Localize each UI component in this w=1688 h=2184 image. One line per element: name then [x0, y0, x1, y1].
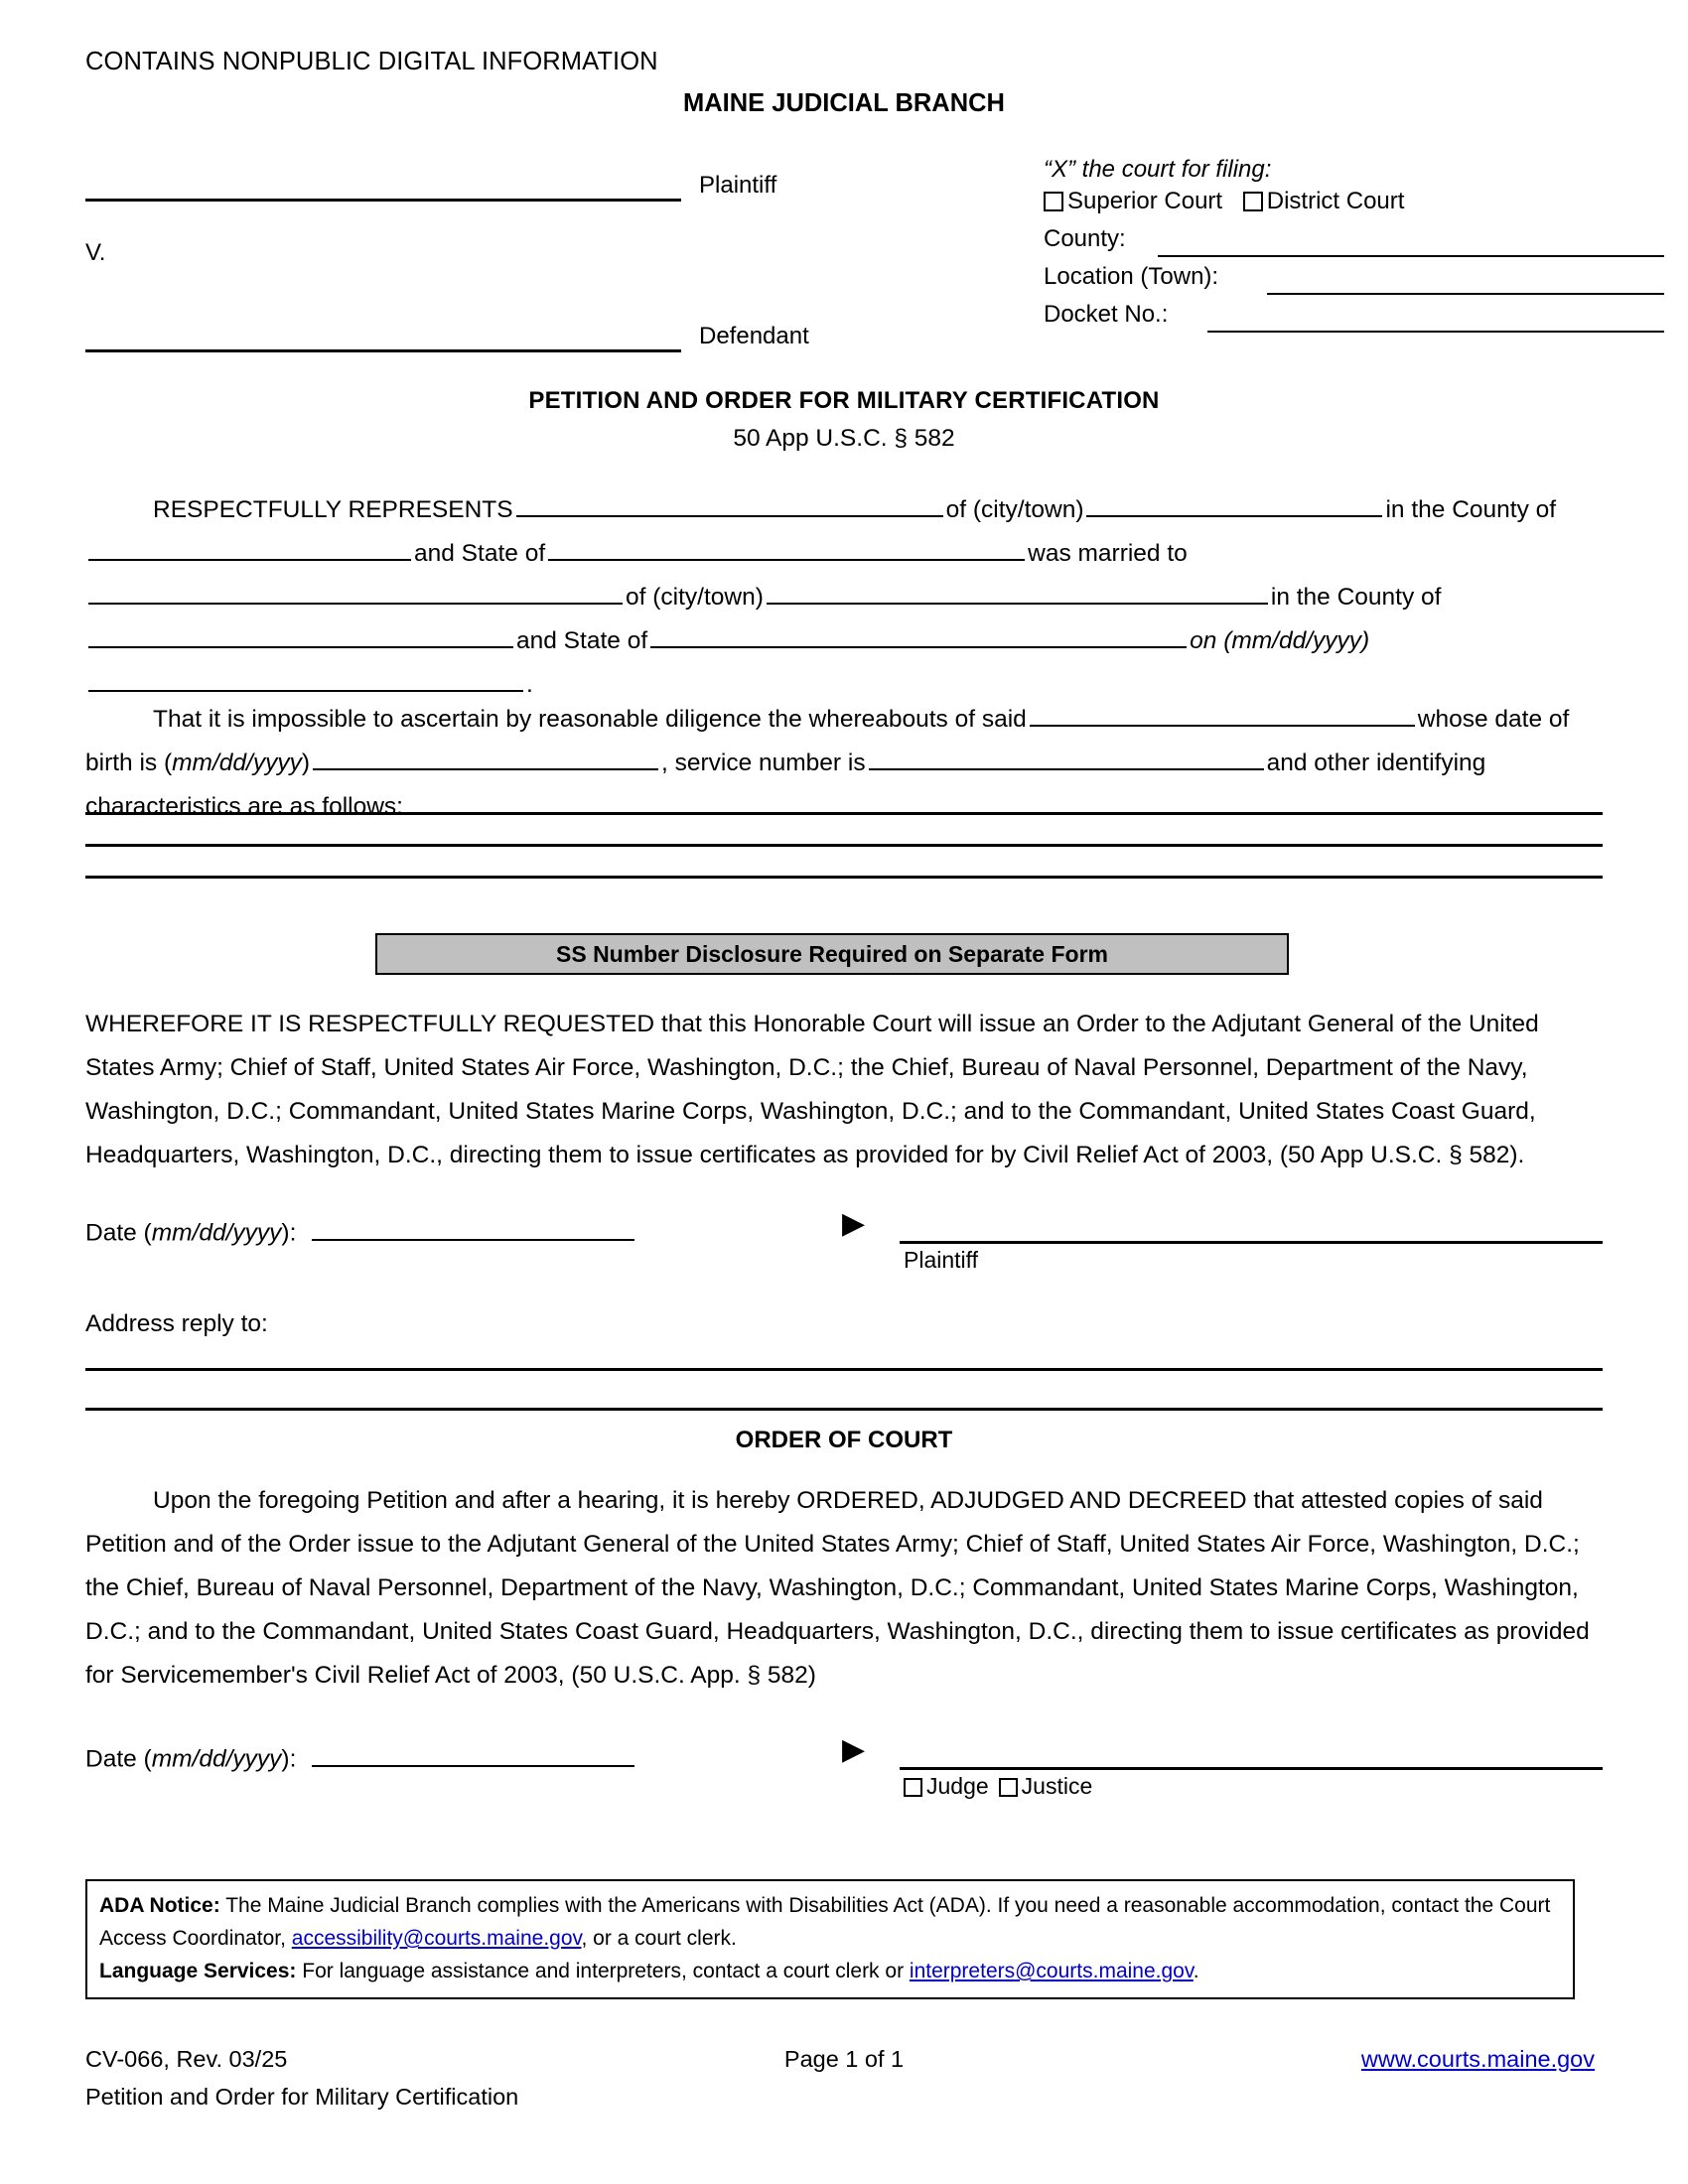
plaintiff-signature-field[interactable]: [900, 1241, 1603, 1244]
superior-court-label: Superior Court: [1067, 187, 1223, 214]
wherefore-paragraph: WHEREFORE IT IS RESPECTFULLY REQUESTED that this Honorable Court will issue an Order to the Adjutant General of the United States Army; Chief of Staff, United States Air Force, Washington, D.C.; the Chief, Bureau of Naval Personnel, Department of the Navy, Washington, D.C.; Commandant, United States Marine Corps, Washington, D.C.; and to the Commandant, United States Coast Guard, Headquarters, Washington, D.C., directing them to issue certificates as provided for by Civil Relief Act of 2003, (50 App U.S.C. § 582).: [85, 1011, 1539, 1168]
page-number: Page 1 of 1: [783, 2046, 905, 2072]
location-input[interactable]: [1267, 293, 1664, 295]
caption-parties: [85, 154, 939, 352]
was-married-to-label: was married to: [1028, 540, 1188, 567]
spouse-name-field[interactable]: [88, 577, 623, 605]
county-row: [1044, 223, 1664, 261]
interpreters-email-link[interactable]: interpreters@courts.maine.gov: [909, 1960, 1194, 1982]
defendant-row: [85, 305, 939, 352]
defendant-name-field[interactable]: [85, 349, 681, 352]
order-of-court-heading: ORDER OF COURT: [735, 1427, 953, 1453]
county-input[interactable]: [1158, 255, 1664, 257]
spouse-city-field[interactable]: [767, 577, 1268, 605]
date-of-birth-label: whose date of birth is (mm/dd/yyyy): [85, 706, 1570, 776]
order-date-label: Date (mm/dd/yyyy):: [85, 1745, 297, 1773]
respectfully-represents-label: RESPECTFULLY REPRESENTS: [153, 496, 513, 523]
spouse-state-field[interactable]: [650, 620, 1187, 648]
paragraph-1-period: .: [526, 671, 533, 698]
order-body-text: Upon the foregoing Petition and after a hearing, it is hereby ORDERED, ADJUDGED AND DECREED that attested copies of said Petition and of the Order issue to the Adjutant General of the United States Army; Chief of Staff, United States Air Force, Washington, D.C.; the Chief, Bureau of Naval Personnel, Department of the Navy, Washington, D.C.; Commandant, United States Marine Corps, Washington, D.C.; and to the Commandant, United States Coast Guard, Headquarters, Washington, D.C., directing them to issue certificates as provided for Servicemember's Civil Relief Act of 2003, (50 U.S.C. App. § 582): [85, 1487, 1590, 1689]
petitioner-county-field[interactable]: [88, 533, 411, 561]
form-number: CV-066, Rev. 03/25: [85, 2046, 288, 2072]
page-footer: [85, 2040, 1603, 2116]
plaintiff-label: Plaintiff: [699, 172, 777, 199]
document-title: PETITION AND ORDER FOR MILITARY CERTIFICATION: [528, 387, 1160, 414]
ada-notice-line: [99, 1889, 1561, 1955]
docket-label: Docket No.:: [1044, 300, 1169, 328]
address-reply-label: Address reply to:: [85, 1310, 268, 1337]
characteristics-line-2[interactable]: [85, 844, 1603, 847]
justice-label: Justice: [1021, 1773, 1093, 1799]
ada-notice-label: ADA Notice:: [99, 1894, 220, 1917]
statute-citation: 50 App U.S.C. § 582: [733, 425, 955, 452]
plaintiff-name-field[interactable]: [85, 199, 681, 202]
ss-number-disclosure-banner: SS Number Disclosure Required on Separate Form: [375, 933, 1289, 975]
identifying-characteristics-lines: [85, 812, 1603, 907]
servicemember-name-field[interactable]: [1030, 699, 1415, 727]
accessibility-email-link[interactable]: accessibility@courts.maine.gov: [291, 1927, 582, 1950]
judge-checkbox[interactable]: [904, 1778, 922, 1797]
plaintiff-signature-caption: Plaintiff: [904, 1247, 979, 1273]
county-label: County:: [1044, 224, 1126, 252]
footer-row-top: [85, 2040, 1603, 2078]
docket-input[interactable]: [1207, 331, 1664, 333]
address-reply-line-2[interactable]: [85, 1408, 1603, 1411]
marriage-date-label: on (mm/dd/yyyy): [1190, 627, 1370, 654]
location-label: Location (Town):: [1044, 262, 1219, 290]
district-court-label: District Court: [1266, 187, 1405, 214]
date-of-birth-field[interactable]: [313, 743, 658, 770]
signature-pointer-icon: ▶: [842, 1207, 866, 1240]
defendant-label: Defendant: [699, 323, 809, 349]
court-selection-instruction: “X” the court for filing:: [1044, 156, 1272, 183]
language-services-line: [99, 1955, 1561, 1987]
courts-website-link[interactable]: www.courts.maine.gov: [1360, 2046, 1595, 2072]
and-state-of-label-a: and State of: [414, 540, 546, 567]
identifying-characteristics-label: and other identifying characteristics are as follows:: [85, 750, 1486, 820]
footer-row-bottom: [85, 2078, 1603, 2116]
service-number-field[interactable]: [869, 743, 1264, 770]
address-reply-line-1[interactable]: [85, 1368, 1603, 1371]
caption-court-info: [1044, 154, 1664, 337]
of-city-town-label-b: of (city/town): [626, 584, 764, 611]
docket-row: [1044, 299, 1664, 337]
petitioner-state-field[interactable]: [548, 533, 1025, 561]
order-date-field[interactable]: [312, 1739, 634, 1767]
judge-signature-field[interactable]: [900, 1767, 1603, 1770]
judge-label: Judge: [926, 1773, 989, 1799]
and-state-of-label-b: and State of: [516, 627, 648, 654]
ada-notice-text-part-2: , or a court clerk.: [581, 1927, 737, 1950]
language-services-label: Language Services:: [99, 1960, 297, 1982]
order-paragraph: [85, 1479, 1603, 1698]
petitioner-name-field[interactable]: [516, 489, 943, 517]
impossible-to-ascertain-text: That it is impossible to ascertain by reasonable diligence the whereabouts of said: [153, 706, 1027, 733]
language-services-text-part-1: For language assistance and interpreters, contact a court clerk or: [296, 1960, 910, 1982]
footer-form-title: Petition and Order for Military Certification: [85, 2084, 519, 2110]
language-services-text-part-2: .: [1193, 1960, 1199, 1982]
nonpublic-information-notice: CONTAINS NONPUBLIC DIGITAL INFORMATION: [85, 48, 658, 75]
petitioner-city-field[interactable]: [1086, 489, 1382, 517]
characteristics-line-1[interactable]: [85, 812, 1603, 815]
of-city-town-label-a: of (city/town): [945, 496, 1084, 523]
in-county-of-label-b: in the County of: [1270, 584, 1442, 611]
petition-date-row: [85, 1213, 637, 1248]
petition-paragraph-1: [85, 488, 1603, 707]
petition-date-field[interactable]: [312, 1213, 634, 1241]
in-county-of-label-a: in the County of: [1385, 496, 1557, 523]
court-name-heading: MAINE JUDICIAL BRANCH: [683, 89, 1005, 117]
petition-paragraph-2: [85, 698, 1603, 829]
marriage-date-field[interactable]: [88, 664, 523, 692]
court-checkbox-row: [1044, 186, 1664, 223]
justice-checkbox[interactable]: [999, 1778, 1018, 1797]
service-number-label: , service number is: [661, 750, 866, 776]
case-caption: [85, 154, 1603, 357]
district-court-checkbox[interactable]: [1243, 192, 1263, 211]
ada-notice-text-part-1: The Maine Judicial Branch complies with the Americans with Disabilities Act (ADA). If you need a reasonable accommodation, contact the Court Access Coordinator,: [99, 1894, 1551, 1950]
spouse-county-field[interactable]: [88, 620, 513, 648]
plaintiff-row: [85, 154, 939, 202]
order-date-row: [85, 1739, 637, 1774]
judge-justice-captions: [904, 1773, 1092, 1800]
petition-date-label: Date (mm/dd/yyyy):: [85, 1219, 297, 1247]
characteristics-line-3[interactable]: [85, 876, 1603, 879]
ada-notice-box: [85, 1879, 1575, 1999]
location-row: [1044, 261, 1664, 299]
order-signature-pointer-icon: ▶: [842, 1733, 866, 1766]
versus-label: V.: [85, 239, 106, 266]
superior-court-checkbox[interactable]: [1044, 192, 1063, 211]
